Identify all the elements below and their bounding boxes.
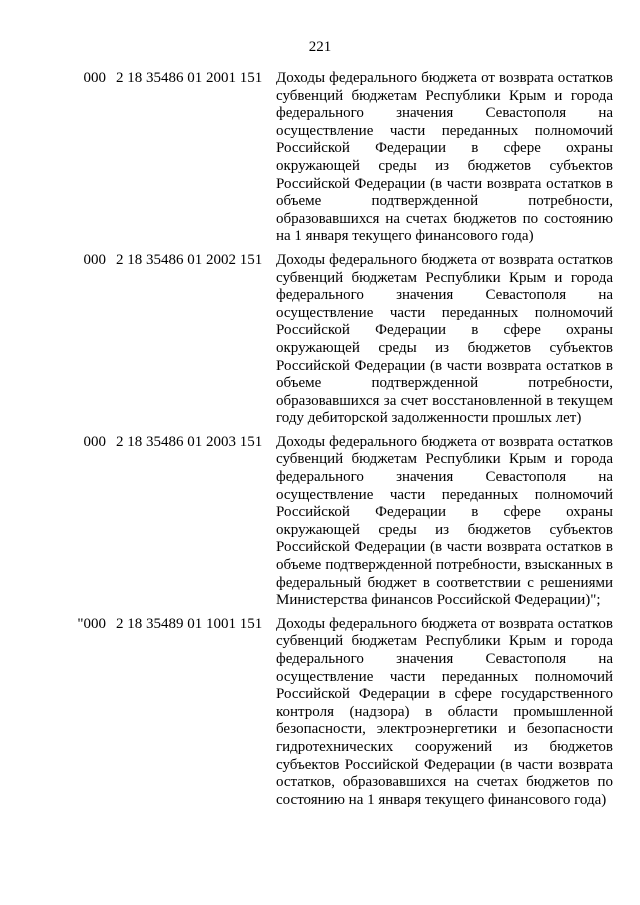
kbk-code: 2 18 35486 01 2003 151: [116, 433, 263, 450]
page-number: 221: [308, 39, 332, 55]
entry: [72, 252, 617, 428]
admin-code: 000: [83, 433, 106, 450]
entry-description: Доходы федерального бюджета от возврата остатков субвенций бюджетам Республики Крым и города федерального значения Севастополя на осуществление части переданных полномочий Российской Федерации в сфере охраны окружающей среды из бюджетов субъектов Российской Федерации (в части возврата остатков в объеме подтвержденной потребности, образовавшихся на счетах бюджетов по состоянию на 1 января текущего финансового года): [276, 70, 613, 245]
entry-description: Доходы федерального бюджета от возврата остатков субвенций бюджетам Республики Крым и города федерального значения Севастополя на осуществление части переданных полномочий Российской Федерации в сфере государственного контроля (надзора) в области промышленной безопасности, электроэнергетики и безопасности гидротехнических сооружений из бюджетов субъектов Российской Федерации (в части возврата остатков, образовавшихся на счетах бюджетов по состоянию на 1 января текущего финансового года): [276, 615, 613, 808]
entry: [72, 70, 617, 246]
admin-code: "000: [77, 615, 106, 632]
entry-description: Доходы федерального бюджета от возврата остатков субвенций бюджетам Республики Крым и города федерального значения Севастополя на осуществление части переданных полномочий Российской Федерации в сфере охраны окружающей среды из бюджетов субъектов Российской Федерации (в части возврата остатков в объеме подтвержденной потребности, образовавшихся за счет восстановленной в текущем году дебиторской задолженности прошлых лет): [276, 251, 613, 427]
admin-code: 000: [83, 251, 106, 268]
entries-list: [72, 70, 617, 815]
entry: [72, 434, 617, 610]
kbk-code: 2 18 35486 01 2001 151: [116, 70, 263, 86]
entry: [72, 616, 617, 810]
kbk-code: 2 18 35489 01 1001 151: [116, 615, 263, 632]
entry-description: Доходы федерального бюджета от возврата остатков субвенций бюджетам Республики Крым и города федерального значения Севастополя на осуществление части переданных полномочий Российской Федерации в сфере охраны окружающей среды из бюджетов субъектов Российской Федерации (в части возврата остатков в объеме подтвержденной потребности, взысканных в федеральный бюджет в соответствии с решениями Министерства финансов Российской Федерации)";: [276, 433, 613, 609]
admin-code: 000: [83, 70, 106, 86]
kbk-code: 2 18 35486 01 2002 151: [116, 251, 263, 268]
